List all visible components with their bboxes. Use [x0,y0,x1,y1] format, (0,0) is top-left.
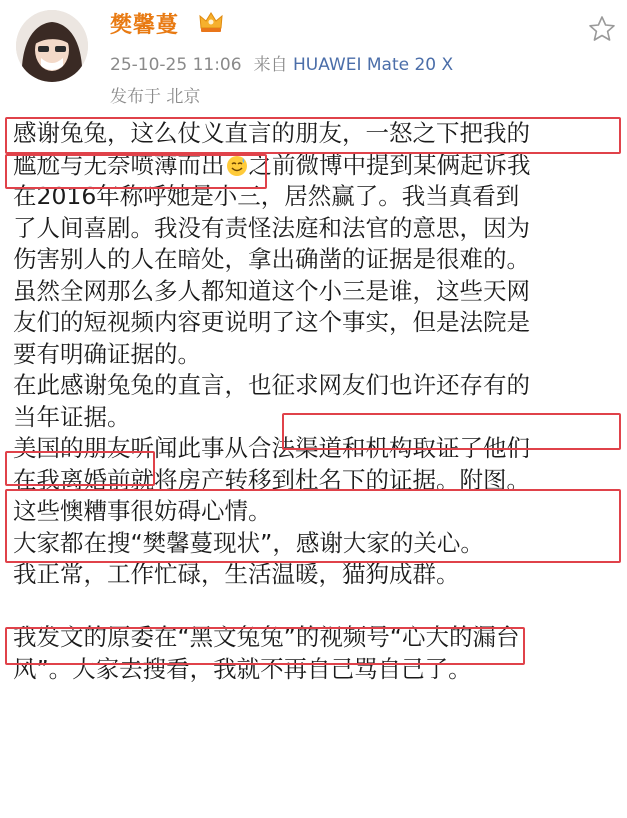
star-outline-icon[interactable] [587,14,617,44]
post-line: 在2016年称呼她是小三，居然赢了。我当真看到 [13,182,520,210]
post-line: 当年证据。 [13,402,131,431]
highlight-box [5,489,621,563]
post-line: 我发文的原委在“黑文兔兔”的视频号“心大的漏台 [13,623,520,651]
highlight-box [5,154,267,189]
post-line-text: 尴尬与无奈喷薄而出 [13,150,225,179]
vip-crown-icon [198,10,224,34]
avatar[interactable] [16,10,88,82]
post-location: 发布于 北京 [110,87,201,107]
post-line: 大家都在搜“樊馨蔓现状”，感谢大家的关心。 [13,528,484,557]
post-line: 伤害别人的人在暗处，拿出确凿的证据是很难的。 [13,245,530,273]
username[interactable]: 樊馨蔓 [110,13,180,38]
source-prefix: 来自 [253,55,288,75]
post-line: 美国的朋友听闻此事从合法渠道和机构取证了他们 [13,434,530,462]
post-line-text: 之前微博中提到某俩起诉我 [248,150,531,179]
post-line: 在此感谢兔兔的直言，也征求网友们也许还存有的 [13,371,530,399]
highlight-box [5,627,525,665]
post-timestamp: 25-10-25 11:06 [110,55,242,75]
paragraph-gap [13,591,623,623]
post-line: 我正常，工作忙碌，生活温暖，猫狗成群。 [13,560,460,588]
highlight-box [282,413,621,450]
post-meta [110,50,453,75]
post-line: 友们的短视频内容更说明了这个事实，但是法院是 [13,308,530,336]
post-line: 了人间喜剧。我没有责怪法庭和法官的意思，因为 [13,213,530,242]
post-line: 这些懊糟事很妨碍心情。 [13,497,272,525]
post-line: 要有明确证据的。 [13,339,201,368]
post-line: 风”。大家去搜看，我就不再自己骂自己了。 [13,654,472,683]
highlight-box [5,117,621,154]
post-line: 感谢兔兔，这么仗义直言的朋友，一怒之下把我的 [13,119,530,147]
post-line: 在我离婚前就将房产转移到杜名下的证据。附图。 [13,465,530,494]
post-line: 虽然全网那么多人都知道这个小三是谁，这些天网 [13,276,530,305]
highlight-box [5,451,155,486]
post-body [13,118,623,685]
device-link[interactable]: HUAWEI Mate 20 X [292,55,454,75]
